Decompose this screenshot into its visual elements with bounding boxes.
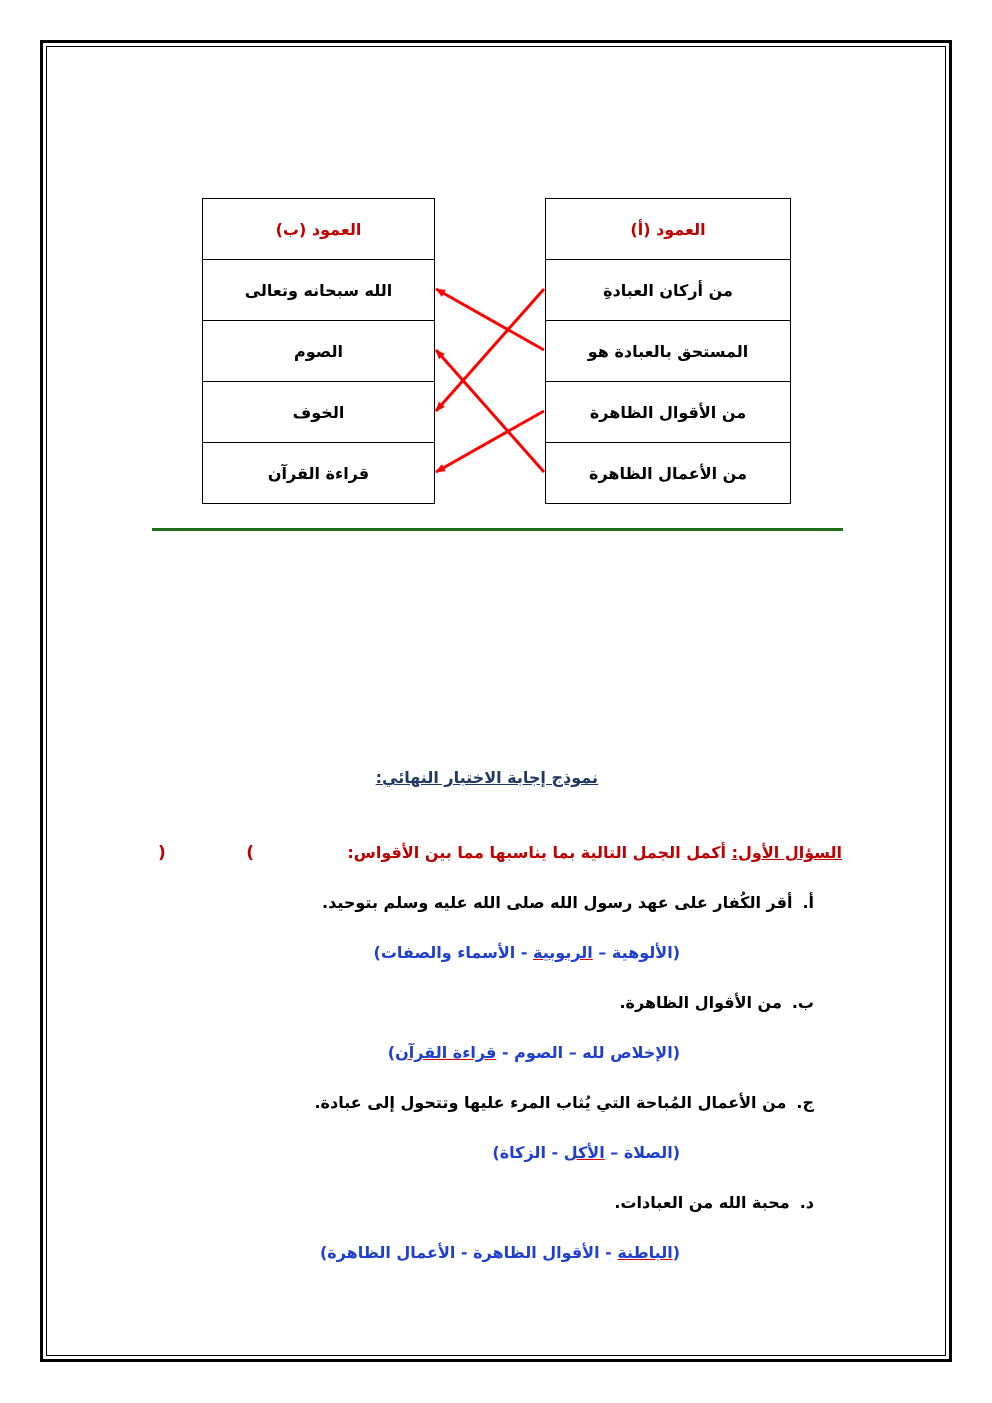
question-1-instruction: أكمل الجمل التالية بما يناسبها مما بين الأقواس:	[347, 843, 727, 862]
matching-arrow	[436, 289, 544, 350]
answer-key-title: نموذج إجابة الاختبار النهائي:	[375, 768, 598, 787]
item-sentence: أقر الكُفار على عهد رسول الله صلى الله عليه وسلم بتوحيد.	[322, 893, 793, 912]
option: الأقوال الظاهرة	[473, 1243, 600, 1262]
option: الألوهية	[611, 943, 673, 962]
opt-paren: )	[492, 1143, 500, 1162]
opt-paren: (	[672, 1143, 680, 1162]
option: الأسماء والصفات	[380, 943, 516, 962]
opt-paren: (	[672, 943, 680, 962]
column-a-item: من أركان العبادةِ	[546, 260, 791, 321]
column-a-item: المستحق بالعبادة هو	[546, 321, 791, 382]
option: الصوم	[514, 1043, 564, 1062]
question-item	[619, 993, 814, 1012]
column-b-item: الله سبحانه وتعالى	[203, 260, 435, 321]
item-sentence: من الأقوال الظاهرة.	[619, 993, 782, 1012]
answer-options	[388, 1043, 680, 1062]
item-sentence: من الأعمال المُباحة التي يُثاب المرء عليها وتتحول إلى عبادة.	[314, 1093, 787, 1112]
opt-sep: -	[455, 1243, 474, 1262]
opt-paren: (	[672, 1043, 680, 1062]
option-correct: الأكل	[563, 1143, 605, 1162]
question-item	[314, 1093, 814, 1112]
item-marker: أ.	[802, 893, 814, 912]
question-1-label: السؤال الأول:	[731, 843, 842, 862]
answer-options	[492, 1143, 680, 1162]
opt-sep: -	[515, 943, 534, 962]
option-correct: الربوبية	[533, 943, 593, 962]
column-a-header: العمود (أ)	[546, 199, 791, 260]
column-a-item: من الأعمال الظاهرة	[546, 443, 791, 504]
opt-sep: -	[496, 1043, 515, 1062]
opt-sep: –	[592, 943, 612, 962]
column-a-item: من الأقوال الظاهرة	[546, 382, 791, 443]
opt-paren: (	[672, 1243, 680, 1262]
item-marker: ج.	[796, 1093, 814, 1112]
section-divider	[152, 528, 843, 531]
paren-open: )	[158, 843, 166, 863]
column-b-header: العمود (ب)	[203, 199, 435, 260]
option-correct: الباطنة	[617, 1243, 673, 1262]
answer-options	[374, 943, 680, 962]
column-b-item: الصوم	[203, 321, 435, 382]
item-sentence: محبة الله من العبادات.	[614, 1193, 790, 1212]
question-item	[322, 893, 814, 912]
opt-sep: –	[563, 1043, 583, 1062]
matching-arrow	[436, 350, 544, 472]
opt-sep: -	[545, 1143, 564, 1162]
paren-close: (	[246, 843, 254, 863]
option: الزكاة	[499, 1143, 546, 1162]
opt-sep: –	[604, 1143, 624, 1162]
option: الإخلاص لله	[582, 1043, 673, 1062]
question-1-heading	[347, 843, 842, 862]
matching-arrow	[436, 411, 544, 472]
option: الأعمال الظاهرة	[327, 1243, 456, 1262]
item-marker: ب.	[791, 993, 814, 1012]
column-b-item: قراءة القرآن	[203, 443, 435, 504]
item-marker: د.	[799, 1193, 814, 1212]
column-b-item: الخوف	[203, 382, 435, 443]
question-item	[614, 1193, 814, 1212]
matching-arrow	[436, 289, 544, 411]
answer-options	[320, 1243, 680, 1262]
option: الصلاة	[623, 1143, 673, 1162]
opt-sep: -	[599, 1243, 618, 1262]
opt-paren: )	[373, 943, 381, 962]
opt-paren: )	[387, 1043, 396, 1062]
opt-paren: )	[319, 1243, 328, 1262]
option-correct: قراءة القرآن	[395, 1043, 497, 1062]
